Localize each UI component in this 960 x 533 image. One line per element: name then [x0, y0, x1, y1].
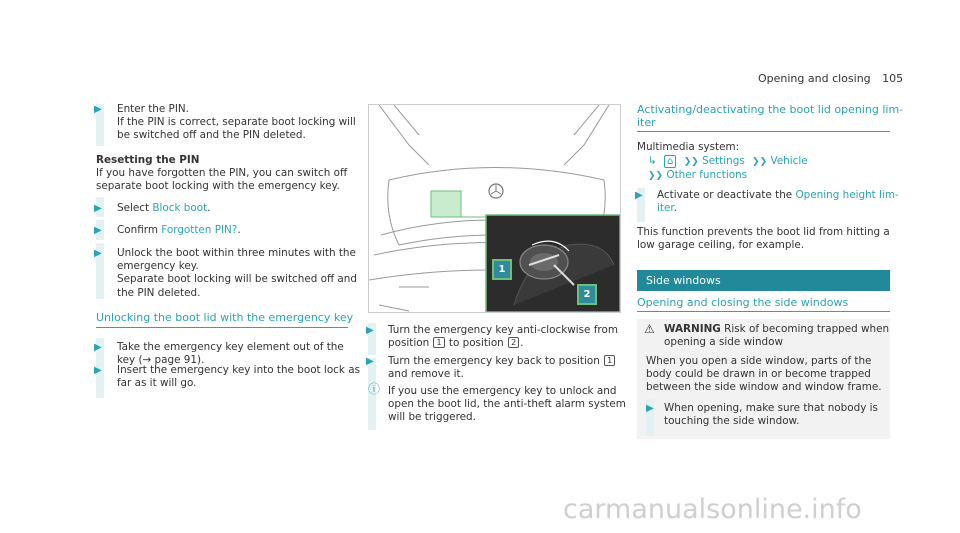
watermark: carmanualsonline.info — [563, 494, 862, 525]
menu-link-other-functions[interactable]: Other functions — [666, 169, 748, 181]
text-line: separate boot locking with the emergency key. — [96, 180, 340, 193]
running-header — [758, 72, 903, 85]
text-line: the PIN deleted. — [117, 286, 201, 299]
text: Confirm — [117, 224, 162, 236]
step-unlock — [117, 247, 357, 300]
car-rear-drawing — [369, 105, 620, 312]
text-line: Separate boot locking will be switched off and — [117, 273, 357, 286]
text-line: between the side window and window frame. — [646, 381, 882, 394]
text-line: If you use the emergency key to unlock and — [388, 385, 617, 397]
warning-triangle-icon: ⚠ — [644, 322, 655, 336]
text-line: and remove it. — [388, 368, 464, 381]
text-line: Insert the emergency key into the boot lock as — [117, 364, 360, 376]
text: . — [520, 337, 524, 350]
step-arrow-icon: ▶ — [646, 403, 654, 414]
text-line: Turn the emergency key anti-clockwise from — [388, 324, 618, 336]
boot-lock-highlight — [431, 191, 461, 217]
boot-lid-illustration — [368, 104, 621, 313]
title-line: iter — [637, 116, 656, 129]
page-number: 105 — [882, 72, 904, 85]
step-turn-key — [388, 324, 618, 350]
limiter-description — [637, 226, 890, 252]
subsection-title-side-windows: Opening and closing the side windows — [637, 296, 849, 309]
step-arrow-icon: ▶ — [635, 190, 643, 201]
header-title: Opening and closing — [758, 72, 871, 85]
section-banner-side-windows — [637, 270, 890, 291]
text-line: be switched off and the PIN deleted. — [117, 129, 306, 142]
text: position — [388, 337, 433, 350]
text-line: open the boot lid, the anti-theft alarm system — [388, 398, 626, 411]
step-arrow-icon: ▶ — [366, 356, 374, 367]
text: to position — [445, 337, 508, 350]
text-line: Enter the PIN. — [117, 103, 189, 115]
warning-body — [646, 355, 882, 395]
section-rule — [637, 131, 890, 132]
subheading: Resetting the PIN — [96, 154, 200, 166]
position-2-ref: 2 — [508, 337, 519, 348]
text-line: Unlock the boot within three minutes with the — [117, 247, 356, 259]
step-activate-limiter — [657, 189, 899, 215]
step-arrow-icon: ▶ — [366, 325, 374, 336]
text-line: far as it will go. — [117, 377, 197, 390]
menu-link-block-boot[interactable]: Block boot — [152, 202, 208, 214]
menu-link-forgotten-pin[interactable]: Forgotten PIN? — [161, 224, 238, 236]
step-insert-key — [117, 364, 360, 390]
menu-path — [648, 155, 808, 169]
banner-title: Side windows — [646, 274, 721, 287]
text-line: This function prevents the boot lid from hitting a — [637, 226, 890, 238]
step-turn-back — [388, 355, 616, 381]
text: Select — [117, 202, 153, 214]
section-rule — [96, 327, 348, 328]
info-icon: ⓘ — [368, 382, 381, 396]
chevron-right-icon: ❯❯ — [683, 157, 699, 167]
warning-box — [637, 319, 890, 439]
warning-header — [664, 323, 889, 349]
text: Activate or deactivate the — [657, 189, 796, 201]
section-title-limiter — [637, 103, 903, 129]
text-line: will be triggered. — [388, 411, 476, 424]
text: Risk of becoming trapped when — [724, 323, 890, 335]
text-line: If the PIN is correct, separate boot locking will — [117, 116, 356, 129]
callout-2: 2 — [577, 284, 597, 305]
chevron-right-icon: ❯❯ — [648, 171, 664, 181]
text-line: When opening, make sure that nobody is — [664, 402, 878, 414]
text-line: Take the emergency key element out of the — [117, 341, 344, 353]
warning-label: WARNING — [664, 323, 721, 335]
text-line: opening a side window — [664, 336, 783, 349]
step-arrow-icon: ▶ — [94, 342, 102, 353]
position-1-ref: 1 — [433, 337, 444, 348]
home-icon[interactable]: ⌂ — [664, 155, 676, 168]
menu-link-settings[interactable]: Settings — [702, 155, 745, 167]
menu-path-2 — [648, 169, 747, 183]
title-line: Activating/deactivating the boot lid opening lim- — [637, 103, 904, 116]
warning-instruction — [664, 402, 878, 428]
step-arrow-icon: ▶ — [94, 248, 102, 259]
position-1-ref: 1 — [604, 355, 615, 366]
text-line: If you have forgotten the PIN, you can switch off — [96, 167, 348, 180]
step-arrow-icon: ▶ — [94, 365, 102, 376]
step-arrow-icon: ▶ — [94, 225, 102, 236]
menu-link-opening-height-limiter[interactable]: iter — [657, 202, 674, 215]
text: . — [237, 224, 241, 236]
text: . — [673, 202, 677, 215]
page-reference[interactable]: key (→ page 91). — [117, 354, 205, 367]
step-confirm — [117, 224, 241, 237]
step-enter-pin — [117, 103, 356, 143]
menu-link-vehicle[interactable]: Vehicle — [770, 155, 808, 167]
step-arrow-icon: ▶ — [94, 203, 102, 214]
step-select — [117, 202, 210, 215]
section-title-unlocking: Unlocking the boot lid with the emergency key — [96, 311, 354, 324]
text-line: low garage ceiling, for example. — [637, 239, 805, 252]
info-note — [388, 385, 626, 425]
text-line: body could be drawn in or become trapped — [646, 368, 871, 381]
callout-1: 1 — [492, 259, 512, 280]
text: . — [207, 202, 211, 214]
reset-pin-block — [96, 154, 347, 194]
section-rule — [637, 311, 890, 312]
text: Turn the emergency key back to position — [388, 355, 604, 367]
menu-link-opening-height-limiter[interactable]: Opening height lim- — [795, 189, 899, 201]
step-arrow-icon: ▶ — [94, 104, 102, 115]
text-line: touching the side window. — [664, 415, 800, 428]
text-line: When you open a side window, parts of the — [646, 355, 872, 367]
chevron-right-icon: ❯❯ — [752, 157, 768, 167]
multimedia-label: Multimedia system: — [637, 141, 740, 153]
text-line: emergency key. — [117, 260, 199, 273]
arrow-right-icon: ↳ — [648, 155, 657, 167]
